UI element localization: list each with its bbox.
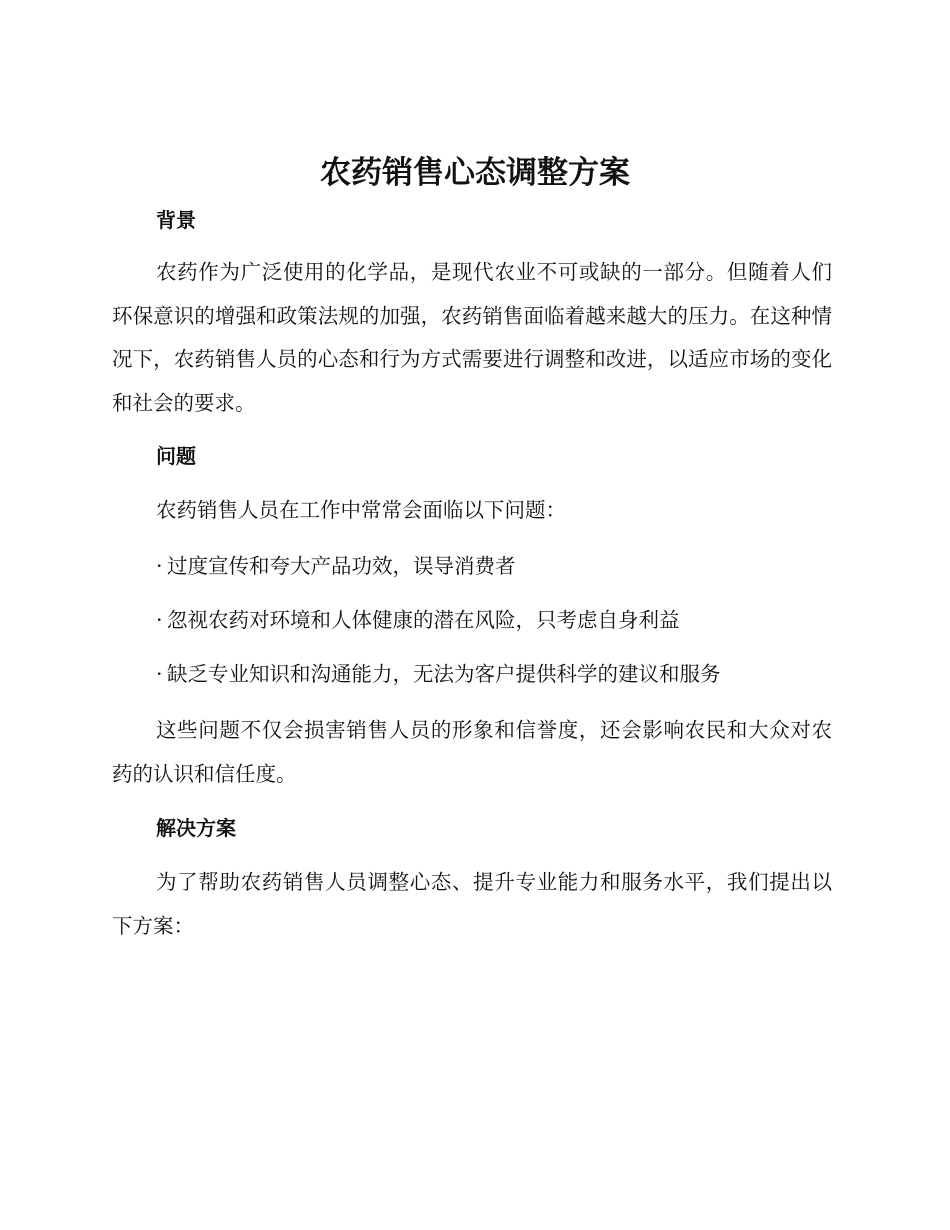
section-heading-solution: 解决方案 bbox=[156, 816, 236, 840]
bullet-dot: · bbox=[156, 662, 163, 686]
problems-conclusion: 这些问题不仅会损害销售人员的形象和信誉度，还会影响农民和大众对农药的认识和信任度。 bbox=[112, 718, 832, 786]
section-heading-background: 背景 bbox=[156, 208, 196, 232]
problem-bullet bbox=[156, 606, 680, 634]
document-title: 农药销售心态调整方案 bbox=[320, 155, 630, 191]
problem-bullet-text: 忽视农药对环境和人体健康的潜在风险，只考虑自身利益 bbox=[167, 608, 680, 632]
problem-bullet bbox=[156, 552, 516, 580]
problem-bullet bbox=[156, 660, 721, 688]
bullet-dot: · bbox=[156, 554, 163, 578]
solution-paragraph: 为了帮助农药销售人员调整心态、提升专业能力和服务水平，我们提出以下方案： bbox=[112, 870, 832, 938]
problem-bullet-text: 过度宣传和夸大产品功效，误导消费者 bbox=[167, 554, 516, 578]
bullet-dot: · bbox=[156, 608, 163, 632]
problem-bullet-text: 缺乏专业知识和沟通能力，无法为客户提供科学的建议和服务 bbox=[167, 662, 721, 686]
background-paragraph: 农药作为广泛使用的化学品，是现代农业不可或缺的一部分。但随着人们环保意识的增强和政策法规的加强，农药销售面临着越来越大的压力。在这种情况下，农药销售人员的心态和行为方式需要进行调整和改进，以适应市场的变化和社会的要求。 bbox=[112, 260, 832, 415]
problems-intro: 农药销售人员在工作中常常会面临以下问题： bbox=[156, 498, 566, 522]
section-heading-problems: 问题 bbox=[156, 444, 196, 468]
